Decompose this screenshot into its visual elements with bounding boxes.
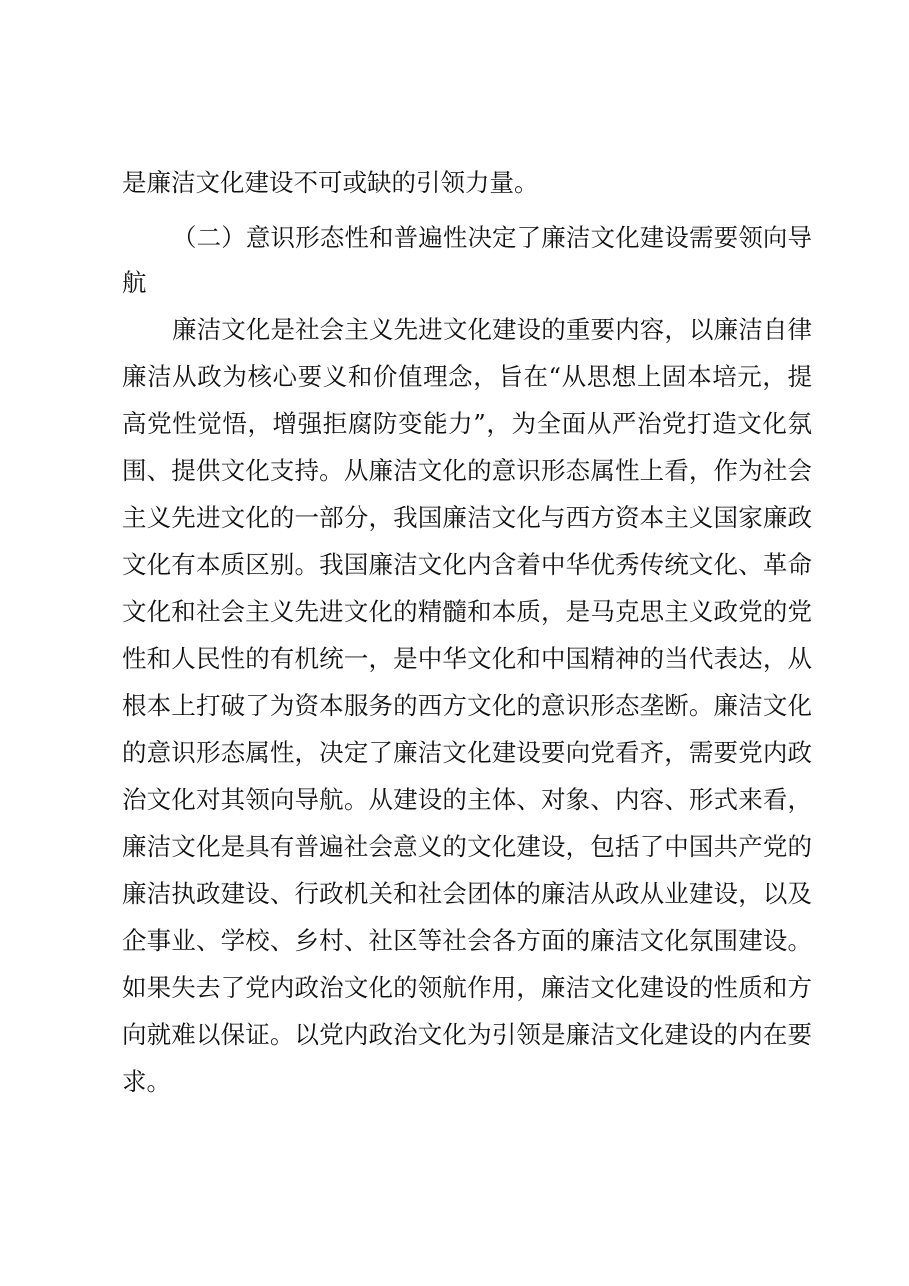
section-heading: （二）意识形态性和普遍性决定了廉洁文化建设需要领向导 [172,223,812,252]
paragraph-line: 向就难以保证。以党内政治文化为引领是廉洁文化建设的内在要 [122,1020,812,1049]
paragraph-line: 文化有本质区别。我国廉洁文化内含着中华优秀传统文化、革命 [122,550,812,579]
paragraph-line: 求。 [122,1067,171,1096]
section-heading-continuation: 航 [122,268,147,297]
paragraph-line: 主义先进文化的一部分，我国廉洁文化与西方资本主义国家廉政 [122,503,812,532]
paragraph-line: 的意识形态属性，决定了廉洁文化建设要向党看齐，需要党内政 [122,738,812,767]
paragraph-line: 治文化对其领向导航。从建设的主体、对象、内容、形式来看， [122,785,812,814]
paragraph-line: 廉洁执政建设、行政机关和社会团体的廉洁从政从业建设，以及 [122,879,812,908]
paragraph-line: 企事业、学校、乡村、社区等社会各方面的廉洁文化氛围建设。 [122,926,812,955]
paragraph-line: 廉洁文化是具有普遍社会意义的文化建设，包括了中国共产党的 [122,832,812,861]
paragraph-line: 是廉洁文化建设不可或缺的引领力量。 [122,168,539,197]
paragraph-line: 性和人民性的有机统一，是中华文化和中国精神的当代表达，从 [122,644,812,673]
paragraph-line: 根本上打破了为资本服务的西方文化的意识形态垄断。廉洁文化 [122,691,812,720]
paragraph-line: 围、提供文化支持。从廉洁文化的意识形态属性上看，作为社会 [122,456,812,485]
paragraph-line: 廉洁文化是社会主义先进文化建设的重要内容，以廉洁自律 [172,315,812,344]
paragraph-line: 廉洁从政为核心要义和价值理念，旨在“从思想上固本培元，提 [122,362,812,391]
paragraph-line: 高党性觉悟，增强拒腐防变能力”，为全面从严治党打造文化氛 [122,409,812,438]
paragraph-line: 如果失去了党内政治文化的领航作用，廉洁文化建设的性质和方 [122,973,812,1002]
paragraph-line: 文化和社会主义先进文化的精髓和本质，是马克思主义政党的党 [122,597,812,626]
